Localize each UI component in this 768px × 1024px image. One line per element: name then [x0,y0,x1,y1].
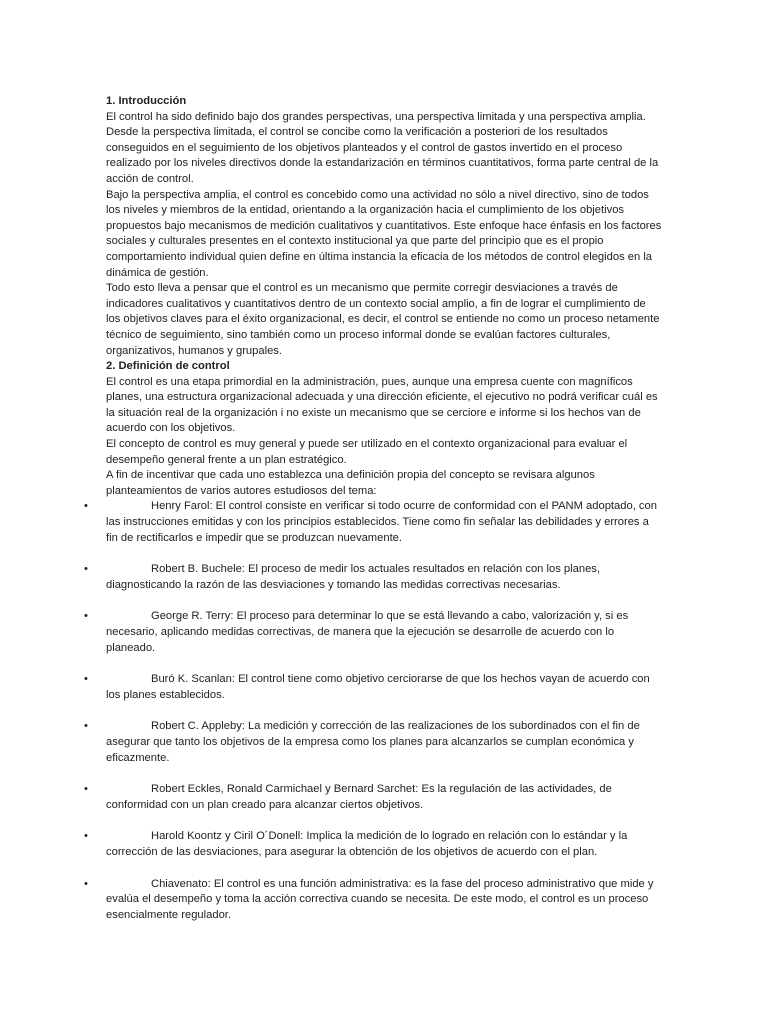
list-item [84,672,662,703]
paragraph: Todo esto lleva a pensar que el control es un mecanismo que permite corregir desviaciones a través de indicadores cualitativos y cuantitativos dentro de un contexto social amplio, a fin de lograr el cumplimiento de los objetivos claves para el éxito organizacional, es decir, el control se entiende no como un proceso netamente técnico de seguimiento, sino también como un proceso informal donde se evalúan factores culturales, organizativos, humanos y grupales. [106,282,660,357]
list-item [84,782,662,813]
definition-text: Robert B. Buchele: El proceso de medir los actuales resultados en relación con los planes, diagnosticando la razón de las desviaciones y tomando las medidas correctivas necesarias. [106,563,600,591]
list-item [84,609,662,656]
bullet-icon: • [84,830,88,843]
definition-text: Buró K. Scanlan: El control tiene como objetivo cerciorarse de que los hechos vayan de acuerdo con los planes establecidos. [106,673,650,701]
list-item [84,877,662,924]
bullet-icon: • [84,563,88,576]
bullet-icon: • [84,673,88,686]
list-item [84,562,662,593]
paragraph: A fin de incentivar que cada uno establezca una definición propia del concepto se revisara algunos planteamientos de varios autores estudiosos del tema: [106,469,595,497]
list-item [84,829,662,860]
list-spacer [106,703,662,719]
definition-text: Robert C. Appleby: La medición y corrección de las realizaciones de los subordinados con el fin de asegurar que tanto los objetivos de la empresa como los planes para alcanzarlos se cumplan económica y eficazmente. [106,720,640,764]
definition-text: Robert Eckles, Ronald Carmichael y Bernard Sarchet: Es la regulación de las actividades, de conformidad con un plan creado para alcanzar ciertos objetivos. [106,783,612,811]
definition-text: Henry Farol: El control consiste en verificar si todo ocurre de conformidad con el PANM adoptado, con las instrucciones emitidas y con los principios establecidos. Tiene como fin señalar las debilidades y errores a fin de rectificarlos e impedir que se produzcan nuevamente. [106,500,657,544]
bullet-icon: • [84,500,88,513]
section-heading-definicion: 2. Definición de control [106,360,230,373]
definition-text: George R. Terry: El proceso para determinar lo que se está llevando a cabo, valorización y, si es necesario, aplicando medidas correctivas, de manera que la ejecución se desarrolle de acuerdo con lo planeado. [106,610,629,654]
bullet-icon: • [84,610,88,623]
list-spacer [106,656,662,672]
list-spacer [106,546,662,562]
paragraph: El concepto de control es muy general y puede ser utilizado en el contexto organizacional para evaluar el desempeño general frente a un plan estratégico. [106,438,628,466]
definition-text: Harold Koontz y Ciril O´Donell: Implica la medición de lo logrado en relación con lo estándar y la corrección de las desviaciones, para asegurar la obtención de los objetivos de acuerdo con el plan. [106,830,628,858]
paragraph: El control ha sido definido bajo dos grandes perspectivas, una perspectiva limitada y una perspectiva amplia. [106,110,646,123]
bullet-icon: • [84,877,88,890]
definition-text: Chiavenato: El control es una función administrativa: es la fase del proceso administrativo que mide y evalúa el desempeño y toma la acción correctiva cuando se necesita. De este modo, el control es un proceso esencialmente regulador. [106,877,654,921]
paragraph: Bajo la perspectiva amplia, el control es concebido como una actividad no sólo a nivel directivo, sino de todos los niveles y miembros de la entidad, orientando a la organización hacia el cumplimiento de los objetivos propuestos bajo mecanismos de medición cualitativos y cuantitativos. Este enfoque hace énfasis en los factores sociales y culturales presentes en el contexto institucional ya que parte del principio que es el propio comportamiento individual quien define en última instancia la eficacia de los métodos de control elegidos en la dinámica de gestión. [106,188,662,279]
paragraph: Desde la perspectiva limitada, el control se concibe como la verificación a posteriori de los resultados conseguidos en el seguimiento de los objetivos planteados y el control de gastos invertido en el proceso realizado por los niveles directivos donde la estandarización en términos cuantitativos, forma parte central de la acción de control. [106,126,659,185]
list-spacer [106,813,662,829]
definitions-list [84,499,662,923]
list-item [84,499,662,546]
bullet-icon: • [84,783,88,796]
document-body [84,94,662,923]
list-spacer [106,593,662,609]
section-heading-introduccion: 1. Introducción [106,95,187,107]
list-spacer [106,766,662,782]
paragraph: El control es una etapa primordial en la administración, pues, aunque una empresa cuente con magníficos planes, una estructura organizacional adecuada y una dirección eficiente, el ejecutivo no podrá verificar cuál es la situación real de la organización i no existe un mecanismo que se cerciore e informe si los hechos van de acuerdo con los objetivos. [106,375,658,435]
bullet-icon: • [84,720,88,733]
list-spacer [106,861,662,877]
list-item [84,719,662,766]
